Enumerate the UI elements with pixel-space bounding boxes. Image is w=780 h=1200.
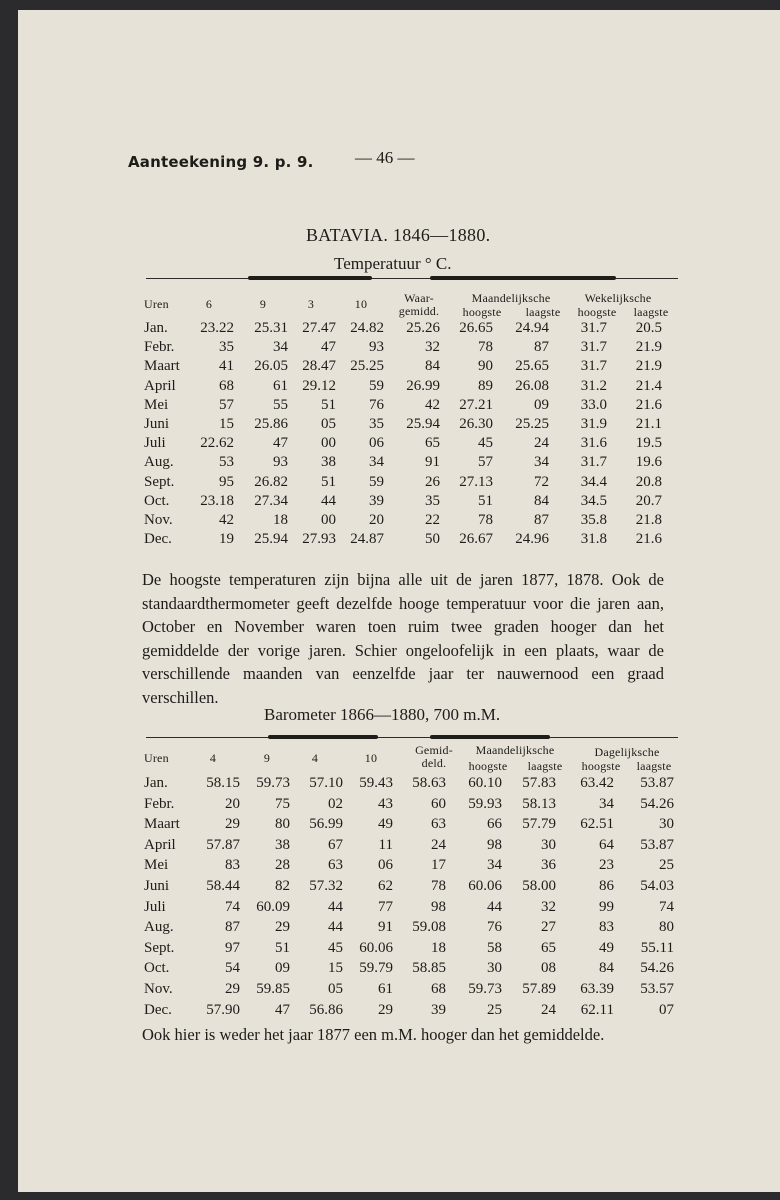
temperature-cell: 84	[425, 358, 440, 375]
barometer-cell: 29	[378, 1001, 393, 1018]
barometer-cell: 68	[431, 981, 446, 997]
barometer-header-10: 10	[364, 751, 378, 765]
temperature-row-label: April	[144, 377, 176, 394]
temperature-header-6: 6	[205, 297, 213, 311]
temperature-cell: 35.8	[580, 512, 607, 528]
barometer-cell: 83	[225, 857, 240, 874]
barometer-cell: 76	[487, 919, 502, 936]
barometer-cell: 82	[275, 878, 290, 894]
temperature-cell: 35	[219, 339, 234, 356]
barometer-cell: 91	[378, 919, 393, 936]
temperature-header-uren: Uren	[144, 297, 169, 311]
temperature-rule-bar-right	[430, 276, 616, 280]
barometer-cell: 60	[431, 795, 446, 812]
barometer-cell: 63.42	[580, 775, 614, 791]
temperature-cell: 25.26	[406, 320, 440, 336]
temperature-header-maand-laagste: laagste	[525, 305, 561, 319]
temperature-cell: 90	[478, 358, 493, 375]
temperature-cell: 00	[321, 512, 336, 528]
temperature-cell: 23.18	[200, 492, 234, 509]
temperature-cell: 27.93	[302, 531, 336, 548]
temperature-cell: 26.67	[459, 531, 493, 548]
barometer-cell: 53.87	[640, 775, 674, 791]
barometer-header-gemiddeld-1: Gemid-	[415, 743, 453, 757]
temperature-cell: 26.08	[515, 377, 549, 394]
barometer-cell: 56.86	[309, 1001, 343, 1018]
barometer-cell: 54.26	[640, 960, 674, 977]
temperature-cell: 34.4	[580, 473, 607, 490]
temperature-cell: 31.6	[580, 435, 607, 452]
barometer-row-label: Febr.	[144, 795, 175, 812]
barometer-cell: 63.39	[580, 981, 614, 997]
temperature-cell: 20.7	[635, 492, 662, 509]
temperature-cell: 21.9	[635, 339, 662, 356]
barometer-cell: 57.90	[206, 1001, 240, 1018]
barometer-cell: 39	[431, 1001, 446, 1018]
barometer-header-dag-laagste: laagste	[636, 759, 672, 773]
barometer-table-title: Barometer 1866—1880, 700 m.M.	[264, 705, 501, 724]
barometer-header-4b: 4	[311, 751, 319, 765]
barometer-cell: 59.73	[468, 981, 502, 997]
temperature-cell: 25.31	[254, 320, 288, 336]
barometer-cell: 57.89	[522, 981, 556, 997]
temperature-cell: 00	[321, 435, 336, 452]
temperature-row-label: Nov.	[144, 512, 173, 528]
page-title: BATAVIA. 1846—1880.	[306, 225, 491, 245]
barometer-header-gemiddeld	[404, 744, 464, 770]
temperature-cell: 57	[219, 396, 234, 413]
temperature-cell: 93	[273, 454, 288, 471]
temperature-rule-bar-left	[248, 276, 372, 280]
temperature-header-maandelijksche: Maandelijksche	[471, 291, 551, 305]
temperature-cell: 31.9	[580, 416, 607, 432]
temperature-cell: 76	[369, 396, 384, 413]
barometer-header-4a: 4	[209, 751, 217, 765]
temperature-cell: 59	[369, 377, 384, 394]
barometer-cell: 66	[487, 816, 502, 833]
temperature-cell: 33.0	[580, 396, 607, 413]
temperature-cell: 20	[369, 512, 384, 528]
temperature-cell: 34	[369, 454, 384, 471]
temperature-cell: 21.8	[635, 512, 662, 528]
annotation-reference: Aanteekening 9. p. 9.	[128, 153, 314, 171]
barometer-header-maand-hoogste: hoogste	[468, 759, 508, 773]
temperature-cell: 59	[369, 473, 384, 490]
barometer-cell: 60.09	[256, 898, 290, 915]
temperature-cell: 87	[534, 512, 549, 528]
barometer-row-label: Aug.	[144, 919, 174, 936]
barometer-rule-bar-left	[268, 735, 378, 739]
closing-remark: Ook hier is weder het jaar 1877 een m.M. hooger dan het gemiddelde.	[142, 1025, 605, 1044]
temperature-cell: 05	[321, 416, 336, 432]
barometer-cell: 58.13	[522, 795, 556, 812]
barometer-cell: 58.44	[206, 878, 240, 894]
temperature-row-label: Dec.	[144, 531, 172, 548]
temperature-cell: 31.7	[580, 339, 607, 356]
temperature-cell: 26.05	[254, 358, 288, 375]
temperature-cell: 24.94	[515, 320, 549, 336]
barometer-cell: 51	[275, 939, 290, 956]
barometer-cell: 61	[378, 981, 393, 997]
barometer-cell: 53.87	[640, 836, 674, 853]
barometer-cell: 60.06	[359, 939, 393, 956]
temperature-cell: 29.12	[302, 377, 336, 394]
barometer-cell: 56.99	[309, 816, 343, 833]
temperature-cell: 26.65	[459, 320, 493, 336]
barometer-cell: 80	[659, 919, 674, 936]
barometer-cell: 32	[541, 898, 556, 915]
temperature-cell: 35	[369, 416, 384, 432]
barometer-cell: 30	[659, 816, 674, 833]
temperature-cell: 25.25	[515, 416, 549, 432]
barometer-cell: 44	[328, 919, 343, 936]
barometer-cell: 54	[225, 960, 240, 977]
barometer-cell: 28	[275, 857, 290, 874]
temperature-cell: 93	[369, 339, 384, 356]
barometer-header-uren: Uren	[144, 751, 169, 765]
barometer-row-label: Juni	[144, 878, 170, 894]
temperature-cell: 39	[369, 492, 384, 509]
temperature-cell: 95	[219, 473, 234, 490]
temperature-cell: 26.82	[254, 473, 288, 490]
barometer-row-label: Nov.	[144, 981, 173, 997]
temperature-cell: 42	[425, 396, 440, 413]
page-number: — 46 —	[355, 148, 415, 167]
temperature-cell: 18	[273, 512, 288, 528]
barometer-cell: 23	[599, 857, 614, 874]
temperature-cell: 61	[273, 377, 288, 394]
temperature-cell: 47	[321, 339, 336, 356]
barometer-row-label: Sept.	[144, 939, 175, 956]
barometer-cell: 44	[328, 898, 343, 915]
barometer-cell: 30	[541, 836, 556, 853]
temperature-row-label: Jan.	[144, 320, 168, 336]
temperature-header-10: 10	[354, 297, 368, 311]
barometer-cell: 60.10	[468, 775, 502, 791]
barometer-cell: 15	[328, 960, 343, 977]
temperature-cell: 25.94	[406, 416, 440, 432]
temperature-cell: 84	[534, 492, 549, 509]
barometer-cell: 43	[378, 795, 393, 812]
barometer-cell: 58.15	[206, 775, 240, 791]
temperature-cell: 20.8	[635, 473, 662, 490]
barometer-cell: 99	[599, 898, 614, 915]
barometer-cell: 67	[328, 836, 343, 853]
temperature-cell: 09	[534, 396, 549, 413]
barometer-cell: 38	[275, 836, 290, 853]
barometer-cell: 29	[225, 981, 240, 997]
temperature-header-gemidd-2: gemidd.	[398, 304, 440, 318]
temperature-cell: 25.94	[254, 531, 288, 548]
barometer-row-label: Maart	[144, 816, 180, 833]
temperature-cell: 26.30	[459, 416, 493, 432]
temperature-cell: 25.25	[350, 358, 384, 375]
barometer-cell: 07	[659, 1001, 674, 1018]
temperature-cell: 19.5	[635, 435, 662, 452]
barometer-cell: 55.11	[640, 939, 674, 956]
temperature-row-label: Mei	[144, 396, 169, 413]
temperature-cell: 27.13	[459, 473, 493, 490]
temperature-cell: 35	[425, 492, 440, 509]
barometer-cell: 86	[599, 878, 614, 894]
barometer-cell: 20	[225, 795, 240, 812]
temperature-table-title: Temperatuur ° C.	[334, 254, 452, 273]
barometer-row-label: Juli	[144, 898, 166, 915]
barometer-cell: 18	[431, 939, 446, 956]
temperature-cell: 65	[425, 435, 440, 452]
barometer-cell: 54.26	[640, 795, 674, 812]
temperature-cell: 31.2	[580, 377, 607, 394]
temperature-cell: 22	[425, 512, 440, 528]
temperature-cell: 15	[219, 416, 234, 432]
temperature-header-wekelijksche: Wekelijksche	[584, 291, 652, 305]
temperature-cell: 47	[273, 435, 288, 452]
temperature-cell: 24	[534, 435, 549, 452]
temperature-cell: 78	[478, 512, 493, 528]
temperature-cell: 78	[478, 339, 493, 356]
barometer-cell: 47	[275, 1001, 290, 1018]
barometer-cell: 49	[378, 816, 393, 833]
temperature-cell: 89	[478, 377, 493, 394]
temperature-header-gemidd	[390, 292, 448, 318]
barometer-cell: 58	[487, 939, 502, 956]
temperature-cell: 31.7	[580, 454, 607, 471]
temperature-row-label: Juli	[144, 435, 166, 452]
temperature-cell: 34	[534, 454, 549, 471]
barometer-cell: 45	[328, 939, 343, 956]
barometer-cell: 65	[541, 939, 556, 956]
temperature-header-week-laagste: laagste	[633, 305, 669, 319]
barometer-cell: 74	[225, 898, 240, 915]
temperature-cell: 24.82	[350, 320, 384, 336]
temperature-cell: 06	[369, 435, 384, 452]
temperature-cell: 24.87	[350, 531, 384, 548]
barometer-cell: 57.87	[206, 836, 240, 853]
barometer-cell: 58.63	[412, 775, 446, 791]
temperature-cell: 87	[534, 339, 549, 356]
barometer-cell: 05	[328, 981, 343, 997]
barometer-cell: 87	[225, 919, 240, 936]
barometer-cell: 09	[275, 960, 290, 977]
barometer-cell: 49	[599, 939, 614, 956]
barometer-cell: 60.06	[468, 878, 502, 894]
temperature-cell: 24.96	[515, 531, 549, 548]
barometer-cell: 97	[225, 939, 240, 956]
temperature-cell: 27.34	[254, 492, 288, 509]
temperature-cell: 53	[219, 454, 234, 471]
barometer-cell: 80	[275, 816, 290, 833]
barometer-cell: 59.08	[412, 919, 446, 936]
temperature-cell: 23.22	[200, 320, 234, 336]
barometer-cell: 77	[378, 898, 393, 915]
barometer-cell: 84	[599, 960, 614, 977]
barometer-cell: 59.79	[359, 960, 393, 977]
barometer-cell: 75	[275, 795, 290, 812]
temperature-header-9: 9	[259, 297, 267, 311]
barometer-cell: 17	[431, 857, 446, 874]
temperature-cell: 21.1	[635, 416, 662, 432]
temperature-cell: 34	[273, 339, 288, 356]
temperature-row-label: Oct.	[144, 492, 170, 509]
temperature-row-label: Maart	[144, 358, 180, 375]
temperature-row-label: Febr.	[144, 339, 175, 356]
temperature-header-3: 3	[307, 297, 315, 311]
temperature-cell: 57	[478, 454, 493, 471]
temperature-cell: 68	[219, 377, 234, 394]
temperature-cell: 25.65	[515, 358, 549, 375]
temperature-row-label: Sept.	[144, 473, 175, 490]
barometer-cell: 57.10	[309, 775, 343, 791]
barometer-cell: 59.73	[256, 775, 290, 791]
temperature-header-maand-hoogste: hoogste	[462, 305, 502, 319]
barometer-cell: 78	[431, 878, 446, 894]
barometer-cell: 62	[378, 878, 393, 894]
barometer-cell: 34	[599, 795, 614, 812]
barometer-row-label: Mei	[144, 857, 169, 874]
barometer-cell: 57.79	[522, 816, 556, 833]
barometer-cell: 36	[541, 857, 556, 874]
barometer-cell: 58.85	[412, 960, 446, 977]
barometer-cell: 58.00	[522, 878, 556, 894]
barometer-cell: 27	[541, 919, 556, 936]
barometer-cell: 53.57	[640, 981, 674, 997]
barometer-cell: 29	[225, 816, 240, 833]
temperature-cell: 51	[321, 473, 336, 490]
temperature-cell: 21.9	[635, 358, 662, 375]
temperature-cell: 91	[425, 454, 440, 471]
barometer-cell: 06	[378, 857, 393, 874]
barometer-cell: 98	[431, 898, 446, 915]
temperature-cell: 20.5	[635, 320, 662, 336]
barometer-cell: 24	[431, 836, 446, 853]
temperature-cell: 27.47	[302, 320, 336, 336]
temperature-row-label: Aug.	[144, 454, 174, 471]
barometer-row-label: Oct.	[144, 960, 170, 977]
temperature-cell: 21.4	[635, 377, 662, 394]
temperature-cell: 26.99	[406, 377, 440, 394]
barometer-header-dagelijksche: Dagelijksche	[594, 745, 660, 759]
temperature-cell: 22.62	[200, 435, 234, 452]
barometer-cell: 57.83	[522, 775, 556, 791]
barometer-cell: 98	[487, 836, 502, 853]
temperature-cell: 45	[478, 435, 493, 452]
temperature-cell: 50	[425, 531, 440, 548]
barometer-header-9: 9	[263, 751, 271, 765]
barometer-rule-bar-right	[430, 735, 550, 739]
barometer-cell: 30	[487, 960, 502, 977]
temperature-cell: 28.47	[302, 358, 336, 375]
temperature-cell: 21.6	[635, 396, 662, 413]
barometer-cell: 83	[599, 919, 614, 936]
temperature-cell: 34.5	[580, 492, 607, 509]
temperature-cell: 72	[534, 473, 549, 490]
barometer-cell: 25	[487, 1001, 502, 1018]
temperature-header-gemidd-1: Waar-	[404, 291, 434, 305]
temperature-cell: 27.21	[459, 396, 493, 413]
temperature-commentary	[142, 568, 664, 709]
barometer-header-maand-laagste: laagste	[527, 759, 563, 773]
barometer-cell: 08	[541, 960, 556, 977]
barometer-cell: 29	[275, 919, 290, 936]
barometer-row-label: Dec.	[144, 1001, 172, 1018]
temperature-cell: 26	[425, 473, 440, 490]
barometer-cell: 63	[431, 816, 446, 833]
commentary-text: De hoogste temperaturen zijn bijna alle uit de jaren 1877, 1878. Ook de standaardthermometer geeft dezelfde hooge temperatuur voor die jaren aan, October en November waren toen ruim twee graden hooger dan het gemiddelde der vorige jaren. Schier ongeloofelijk in een plaats, waar de verschillende maanden van eenzelfde jaar ter nauwernood een graad verschillen.	[142, 570, 664, 707]
barometer-row-label: April	[144, 836, 176, 853]
barometer-rule-top	[146, 737, 678, 738]
barometer-cell: 54.03	[640, 878, 674, 894]
temperature-cell: 38	[321, 454, 336, 471]
barometer-cell: 11	[378, 836, 393, 853]
temperature-header-week-hoogste: hoogste	[577, 305, 617, 319]
barometer-cell: 25	[659, 857, 674, 874]
temperature-cell: 55	[273, 396, 288, 413]
barometer-cell: 63	[328, 857, 343, 874]
temperature-cell: 31.7	[580, 358, 607, 375]
temperature-cell: 44	[321, 492, 336, 509]
temperature-cell: 19.6	[635, 454, 662, 471]
barometer-cell: 74	[659, 898, 674, 915]
barometer-cell: 02	[328, 795, 343, 812]
temperature-cell: 51	[321, 396, 336, 413]
temperature-cell: 32	[425, 339, 440, 356]
barometer-cell: 62.51	[580, 816, 614, 833]
barometer-cell: 62.11	[580, 1001, 614, 1018]
barometer-header-gemiddeld-2: deld.	[421, 756, 447, 770]
barometer-cell: 44	[487, 898, 502, 915]
barometer-cell: 57.32	[309, 878, 343, 894]
temperature-cell: 42	[219, 512, 234, 528]
temperature-cell: 51	[478, 492, 493, 509]
barometer-header-dag-hoogste: hoogste	[581, 759, 621, 773]
temperature-cell: 31.7	[580, 320, 607, 336]
temperature-cell: 19	[219, 531, 234, 548]
temperature-cell: 41	[219, 358, 234, 375]
barometer-cell: 24	[541, 1001, 556, 1018]
barometer-header-maandelijksche: Maandelijksche	[475, 743, 555, 757]
barometer-cell: 59.93	[468, 795, 502, 812]
temperature-row-label: Juni	[144, 416, 170, 432]
temperature-cell: 21.6	[635, 531, 662, 548]
barometer-cell: 59.85	[256, 981, 290, 997]
temperature-cell: 25.86	[254, 416, 288, 432]
temperature-cell: 31.8	[580, 531, 607, 548]
barometer-cell: 34	[487, 857, 502, 874]
barometer-cell: 64	[599, 836, 614, 853]
barometer-cell: 59.43	[359, 775, 393, 791]
barometer-row-label: Jan.	[144, 775, 168, 791]
